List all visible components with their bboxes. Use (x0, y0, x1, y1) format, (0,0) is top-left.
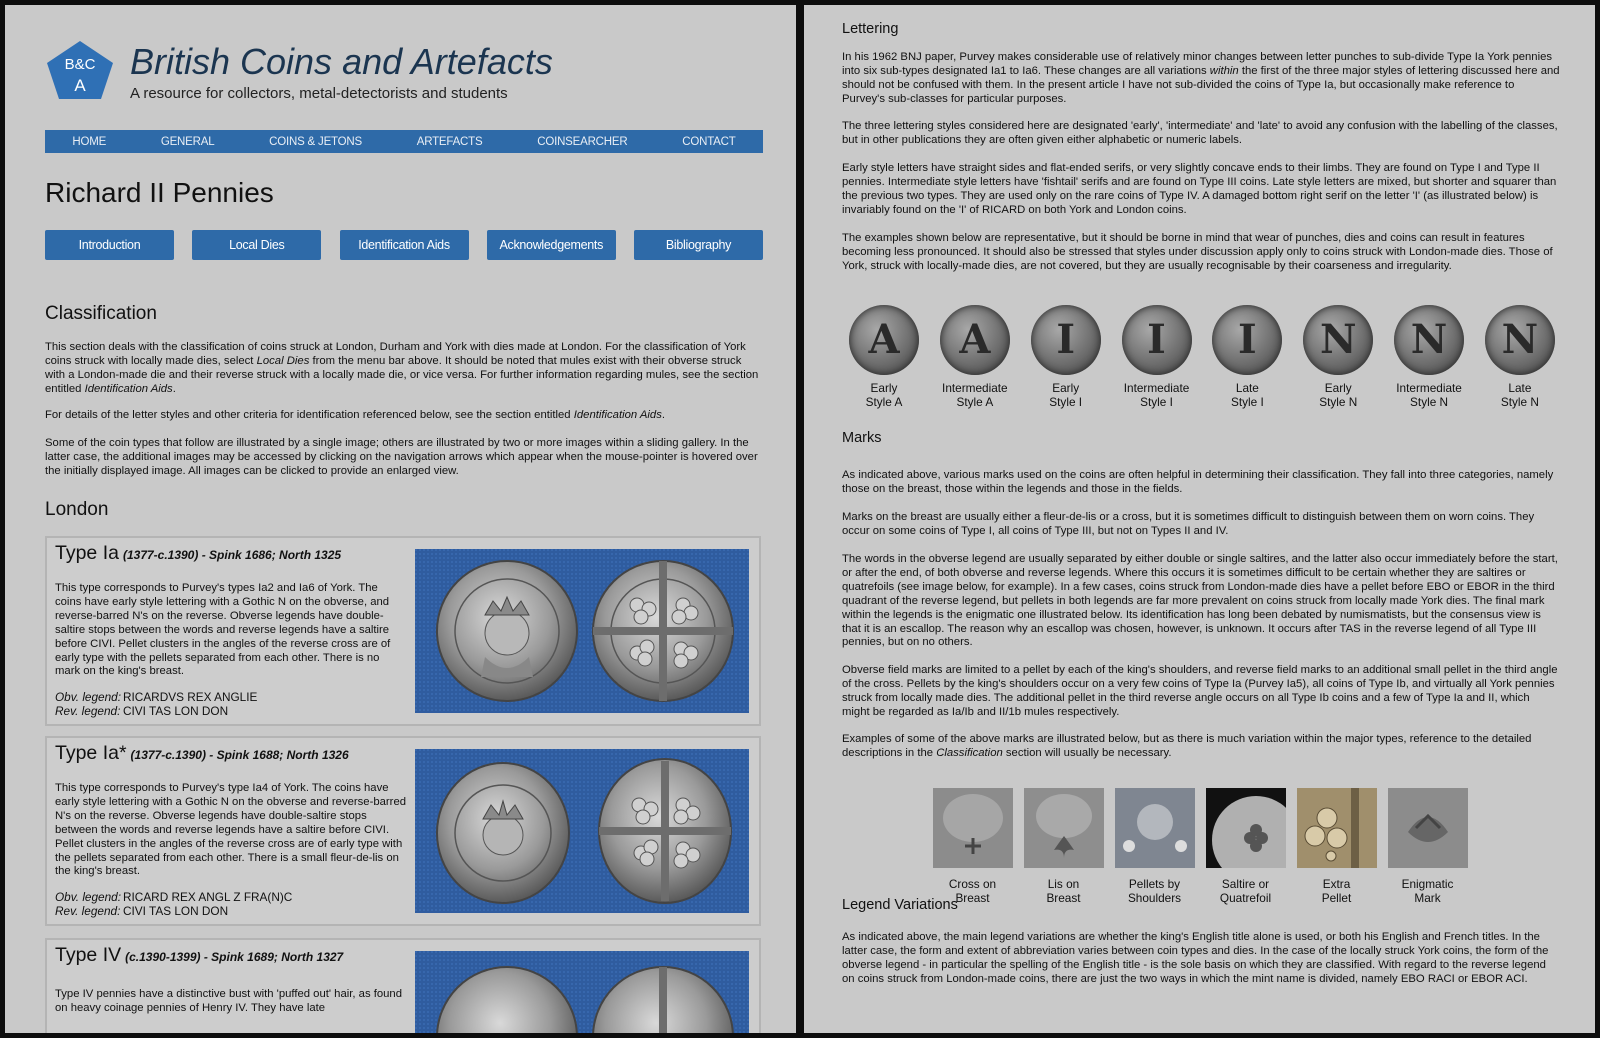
coin-type-title: Type Ia (1377-c.1390) - Spink 1686; North 1325 (55, 542, 342, 564)
letter-style-item[interactable]: I Intermediate Style I (1117, 305, 1197, 409)
classification-heading: Classification (45, 303, 157, 324)
mark-item[interactable]: Enigmatic Mark (1387, 788, 1468, 905)
letter-n-icon: N (1394, 305, 1464, 375)
letter-style-item[interactable]: A Intermediate Style A (935, 305, 1015, 409)
nav-home[interactable]: HOME (72, 135, 107, 148)
coin-type-description: This type corresponds to Purvey's types Ia2 and Ia6 of York. The coins have early style lettering with a Gothic N on the obverse, and reverse-barred N's on the reverse. Obverse legends have double-saltire stops between the words and reverse legends have a saltire before CIVI. Pellet clusters in the angles of the reverse cross are of early type with the pellets separated from each other. There is no mark on the king's breast. (55, 582, 391, 678)
main-nav (45, 130, 763, 153)
lettering-paragraph-4: The examples shown below are representative, but it should be borne in mind that wear of punches, dies and coins can result in features becoming less pronounced. It should also be stressed that styles under discussion apply only to coins struck with London-made dies. Those of York, struck with locally-made dies, are not covered, but they are usually recognisable by their coarseness and irregularity. (842, 232, 1553, 272)
lettering-heading: Lettering (842, 21, 899, 37)
site-title[interactable]: British Coins and Artefacts (130, 41, 553, 82)
marks-paragraph-2: Marks on the breast are usually either a fleur-de-lis or a cross, but it is sometimes difficult to distinguish between them on worn coins. They occur on some coins of Type I, all coins of Type III, but not on Types II and IV. (842, 511, 1535, 537)
identification-aids-link-2[interactable]: Identification Aids (573, 409, 662, 421)
obverse-legend: Obv. legend: RICARDVS REX ANGLIE (55, 690, 258, 704)
london-heading: London (45, 499, 109, 520)
extra-pellet-icon (1297, 788, 1377, 868)
local-dies-link[interactable]: Local Dies (256, 354, 310, 367)
right-page-panel (804, 5, 1595, 1033)
lettering-paragraph-2: The three lettering styles considered here are designated 'early', 'intermediate' and 'late' to avoid any confusion with the labelling of the classes, but in other publications they are often given either alphabetic or numeric labels. (842, 120, 1558, 146)
svg-text:A: A (74, 76, 86, 95)
acknowledgements-button[interactable]: Acknowledgements (487, 230, 616, 260)
letter-style-item[interactable]: A Early Style A (844, 305, 924, 409)
site-subtitle: A resource for collectors, metal-detectorists and students (130, 85, 508, 102)
coin-type-title: Type Ia* (1377-c.1390) - Spink 1688; North 1326 (55, 742, 349, 764)
legend-variations-heading: Legend Variations (842, 897, 958, 913)
reverse-legend: Rev. legend: CIVI TAS LON DON (55, 904, 229, 918)
cross-on-breast-icon (933, 788, 1013, 868)
coin-image-gallery[interactable] (415, 749, 749, 913)
letter-n-icon: N (1485, 305, 1555, 375)
coin-image-gallery[interactable] (415, 549, 749, 713)
letter-a-icon: A (849, 305, 919, 375)
classification-paragraph-3: Some of the coin types that follow are illustrated by a single image; others are illustrated by two or more images within a sliding gallery. In the latter case, the additional images may be accessed by clicking on the navigation arrows which appear when the mouse-pointer is hovered over the initially displayed image. All images can be clicked to provide an enlarged view. (45, 437, 758, 477)
mark-item[interactable]: Extra Pellet (1296, 788, 1377, 905)
coin-type-description: Type IV pennies have a distinctive bust with 'puffed out' hair, as found on heavy coinage pennies of Henry IV. They have late (55, 988, 402, 1014)
coin-card-type-ia (45, 536, 761, 726)
site-logo[interactable] (45, 39, 115, 101)
coin-type-description: This type corresponds to Purvey's type Ia4 of York. The coins have early style lettering with a Gothic N on the obverse and reverse-barred N's on the reverse. Obverse legends have double-saltire stops between the words and reverse legends have a saltire before CIVI. Pellet clusters in the angles of the reverse cross are of early type with the pellets separated from each other. There is a small fleur-de-lis on the king's breast. (55, 782, 407, 878)
mark-item[interactable]: Cross on Breast (932, 788, 1013, 905)
nav-coins-jetons[interactable]: COINS & JETONS (269, 135, 362, 148)
letter-style-item[interactable]: N Intermediate Style N (1389, 305, 1469, 409)
nav-artefacts[interactable]: ARTEFACTS (416, 135, 483, 148)
classification-paragraph-2: For details of the letter styles and other criteria for identification referenced below, see the section entitled Identification Aids. (45, 409, 665, 421)
letter-style-item[interactable]: N Late Style N (1480, 305, 1560, 409)
marks-gallery (932, 788, 1468, 905)
reverse-coin (593, 561, 733, 701)
identification-aids-link[interactable]: Identification Aids (84, 382, 173, 395)
page-title: Richard II Pennies (45, 177, 274, 208)
obverse-coin (437, 763, 569, 903)
letter-i-icon: I (1031, 305, 1101, 375)
saltire-or-quatrefoil-icon (1206, 788, 1286, 868)
introduction-button[interactable]: Introduction (45, 230, 174, 260)
lis-on-breast-icon (1024, 788, 1104, 868)
nav-contact[interactable]: CONTACT (682, 135, 736, 148)
mark-item[interactable]: Lis on Breast (1023, 788, 1104, 905)
letter-style-gallery (844, 305, 1560, 409)
letter-i-icon: I (1212, 305, 1282, 375)
svg-text:B&C: B&C (64, 56, 96, 73)
local-dies-button[interactable]: Local Dies (192, 230, 321, 260)
left-page-panel (5, 5, 796, 1033)
obverse-legend: Obv. legend: RICARD REX ANGL Z FRA(N)C (55, 890, 293, 904)
pellets-by-shoulders-icon (1115, 788, 1195, 868)
mark-item[interactable]: Pellets by Shoulders (1114, 788, 1195, 905)
letter-style-item[interactable]: I Late Style I (1207, 305, 1287, 409)
letter-style-item[interactable]: N Early Style N (1298, 305, 1378, 409)
reverse-coin (599, 759, 731, 903)
identification-aids-button[interactable]: Identification Aids (340, 230, 469, 260)
lettering-paragraph-1: In his 1962 BNJ paper, Purvey makes considerable use of relatively minor changes between letter punches to sub-divide Type Ia York pennies into six sub-types designated Ia1 to Ia6. These changes are all variations within the first of the three major styles of lettering discussed here and should not be confused with them. In the present article I have not sub-divided the coins of Type Ia, but occasionally make reference to Purvey's sub-classes for particular purposes. (842, 51, 1560, 105)
coin-type-title: Type IV (c.1390-1399) - Spink 1689; North 1327 (55, 944, 344, 966)
classification-paragraph-1: This section deals with the classification of coins struck at London, Durham and York with dies made at London. For the classification of York coins struck with locally made dies, select Local Dies from the menu bar above. It should be noted that mules exist with their obverse struck with a London-made die and their reverse struck with a locally made die, or vice versa. For further information regarding mules, see the section entitled Identification Aids. (45, 341, 759, 395)
nav-general[interactable]: GENERAL (160, 135, 215, 148)
coin-card-type-iv (45, 938, 761, 1033)
marks-paragraph-5: Examples of some of the above marks are illustrated below, but as there is much variation within the major types, reference to the detailed descriptions in the Classification section will usually be necessary. (842, 733, 1532, 759)
lettering-paragraph-3: Early style letters have straight sides and flat-ended serifs, or very slightly concave ends to their limbs. They are found on Type I and Type II pennies. Intermediate style letters have 'fishtail' serifs and are found on Type III coins. Late style letters are mixed, but shorter and squarer than the previous two types. They are used only on the rare coins of Type IV. A damaged bottom right serif on the letter 'I' (as illustrated below) is invariably found on the 'I' of RICARD on both York and London coins. (842, 162, 1557, 216)
reverse-legend: Rev. legend: CIVI TAS LON DON (55, 704, 229, 718)
marks-heading: Marks (842, 430, 882, 446)
letter-n-icon: N (1303, 305, 1373, 375)
marks-paragraph-3: The words in the obverse legend are usually separated by either double or single saltires, and the latter also occur immediately before the start, or after the end, of both obverse and reverse legends. Where this occurs it is sometimes difficult to be certain whether they are saltires or quatrefoils (see image below, for example). In a few cases, coins struck from London-made dies have a pellet before EBO or EBOR in the third quadrant of the reverse legend, but pellets in both legends are far more prevalent on coins struck from locally made York dies. The final mark within the legends is the enigmatic one illustrated below. Its identification has long been debated by numismatists, but the consensus view is that it is an escallop. The reason why an escallop was chosen, however, is unknown. It occurs after TAS in the reverse legend of all Type III pennies, but on no others. (842, 553, 1558, 649)
marks-paragraph-4: Obverse field marks are limited to a pellet by each of the king's shoulders, and reverse field marks to an additional small pellet in the third angle of the cross. Pellets by the king's shoulders occur on a very few coins of Type Ia (Purvey Ia5), all coins of Type Ib, and virtually all York pennies struck from locally made dies. The additional pellet in the third reverse angle occurs on all Type Ib coins and a few of Type Ia and II, which might be regarded as Ia/Ib and II/1b mules respectively. (842, 664, 1558, 718)
legend-variations-paragraph: As indicated above, the main legend variations are whether the king's English title alone is used, or both his English and French titles. In the latter case, the form and extent of abbreviation varies between coin types and dies. In the case of the locally struck York coins, the form of the obverse legend - in particular the spelling of the English title - is the sole basis on which they are classified. With regard to the reverse legend on coins struck from London-made coins, there are just the two ways in which the mint name is divided, namely EBO RACI or EBOR ACI. (842, 931, 1549, 985)
section-nav (45, 230, 763, 260)
obverse-coin (437, 561, 577, 701)
enigmatic-mark-icon (1388, 788, 1468, 868)
letter-style-item[interactable]: I Early Style I (1026, 305, 1106, 409)
mark-item[interactable]: Saltire or Quatrefoil (1205, 788, 1286, 905)
letter-a-icon: A (940, 305, 1010, 375)
coin-card-type-ia-star (45, 736, 761, 926)
bibliography-button[interactable]: Bibliography (634, 230, 763, 260)
marks-paragraph-1: As indicated above, various marks used on the coins are often helpful in determining their classification. They fall into three categories, namely those on the breast, those within the legends and those in the fields. (842, 469, 1554, 495)
letter-i-icon: I (1122, 305, 1192, 375)
coin-image-gallery[interactable] (415, 951, 749, 1033)
nav-coinsearcher[interactable]: COINSEARCHER (537, 135, 628, 148)
